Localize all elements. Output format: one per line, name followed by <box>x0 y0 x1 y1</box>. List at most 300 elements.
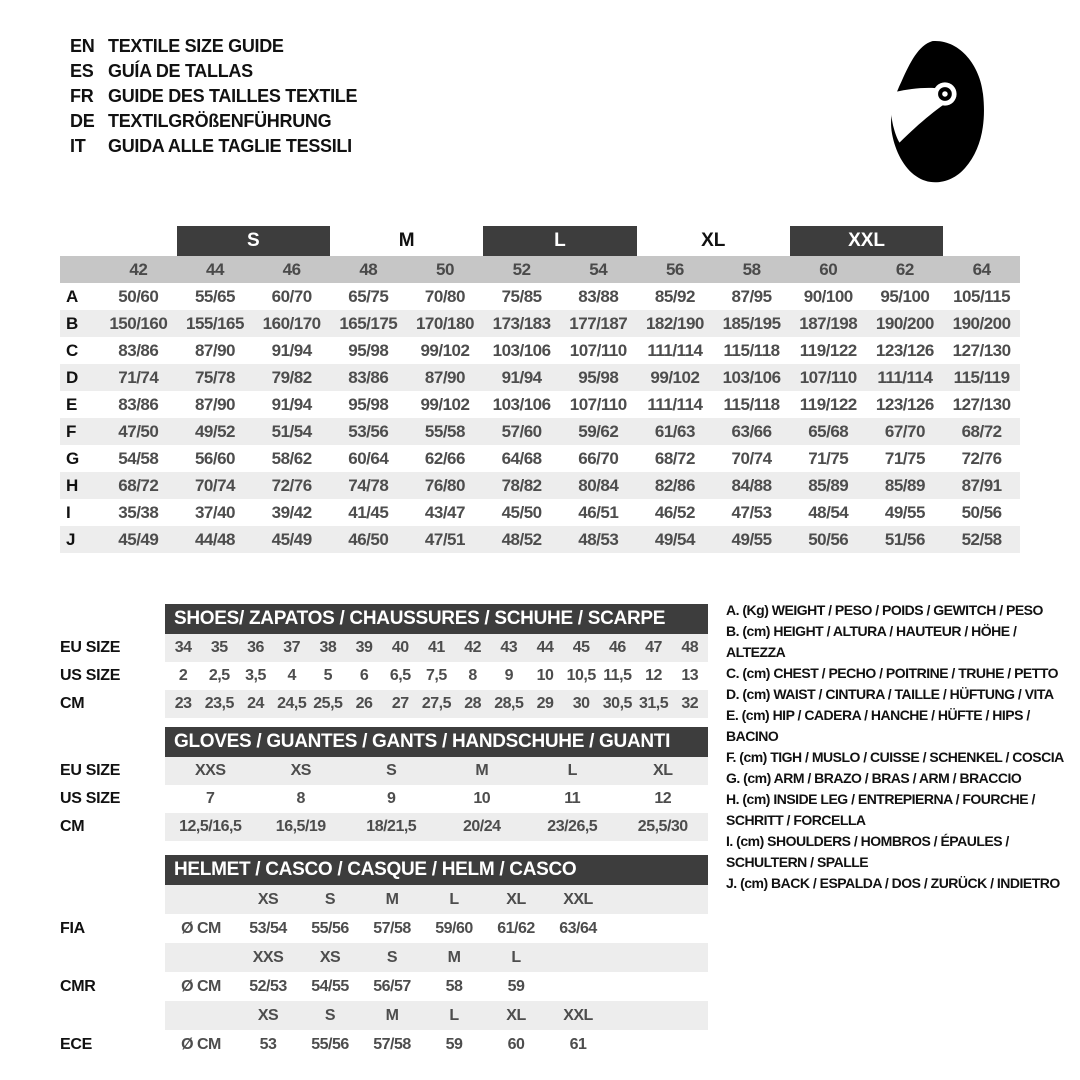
row-label <box>60 1001 165 1030</box>
value-cell: 57/58 <box>373 919 411 937</box>
table-row <box>60 757 708 785</box>
value-cell: 54/58 <box>118 448 159 468</box>
value-cell: 55/65 <box>194 286 235 306</box>
value-cell: 31,5 <box>635 690 671 718</box>
legend-item-back: J. (cm) BACK / ESPALDA / DOS / ZURÜCK / INDIETRO <box>726 875 1060 891</box>
empty-cell <box>60 226 100 256</box>
value-cell: 2,5 <box>208 667 230 684</box>
value-cell: 80/84 <box>560 472 637 499</box>
size-band-row <box>60 226 1020 256</box>
value-cell: 45/49 <box>253 526 330 553</box>
value-cell: 49/55 <box>713 526 790 553</box>
guide-title: GUIDE DES TAILLES TEXTILE <box>108 86 358 106</box>
value-cell: 75/78 <box>177 364 254 391</box>
value-cell: L <box>423 885 485 914</box>
value-cell: 32 <box>672 690 708 718</box>
legend-item-waist: D. (cm) WAIST / CINTURA / TAILLE / HÜFTUNG / VITA <box>726 686 1054 702</box>
value-cell: 95/100 <box>880 286 930 306</box>
value-cell: 5 <box>323 667 333 684</box>
value-cell: 95/98 <box>348 340 389 360</box>
value-cell: 9 <box>387 790 396 807</box>
table-row <box>60 418 1020 445</box>
table-row <box>60 813 708 841</box>
value-cell: 45/49 <box>100 526 177 553</box>
value-cell: 127/130 <box>952 394 1011 414</box>
value-cell: 46 <box>599 634 635 662</box>
table-row <box>60 310 1020 337</box>
value-cell: M <box>423 943 485 972</box>
value-cell: 42 <box>455 634 491 662</box>
value-cell: 50/60 <box>118 286 159 306</box>
value-cell: 76/80 <box>407 472 484 499</box>
value-cell: 4 <box>287 667 296 684</box>
apparel-size-table <box>60 226 1020 553</box>
value-cell: XS <box>237 1001 299 1030</box>
row-label: J <box>60 526 100 553</box>
legend-item-thigh: F. (cm) TIGH / MUSLO / CUISSE / SCHENKEL / COSCIA <box>726 749 1064 765</box>
value-cell: Ø CM <box>181 977 221 995</box>
value-cell: 55/56 <box>311 1035 349 1053</box>
row-label: ECE <box>60 1035 92 1053</box>
table-row <box>60 662 708 690</box>
table-row <box>60 445 1020 472</box>
value-cell: 173/183 <box>483 310 560 337</box>
value-cell: 52/58 <box>943 526 1020 553</box>
value-cell: 46/50 <box>330 526 407 553</box>
size-column-header: 50 <box>407 256 484 283</box>
table-row <box>60 972 708 1001</box>
value-cell: 50/56 <box>790 526 867 553</box>
value-cell: 170/180 <box>407 310 484 337</box>
size-column-header: 62 <box>867 256 944 283</box>
value-cell: XL <box>485 885 547 914</box>
value-cell: 37/40 <box>194 502 235 522</box>
value-cell: 24 <box>237 690 273 718</box>
value-cell: XXL <box>547 1001 609 1030</box>
row-label: G <box>66 448 79 468</box>
value-cell: 63/66 <box>713 418 790 445</box>
value-cell: XXL <box>547 885 609 914</box>
value-cell: 13 <box>681 667 699 684</box>
value-cell: 10 <box>536 667 554 684</box>
value-cell: 66/70 <box>578 448 619 468</box>
value-cell: 27,5 <box>418 690 454 718</box>
size-column-header: 44 <box>177 256 254 283</box>
value-cell: XXS <box>237 943 299 972</box>
value-cell: 64/68 <box>501 448 542 468</box>
value-cell <box>609 914 708 943</box>
value-cell: 83/88 <box>578 286 619 306</box>
value-cell: 2 <box>178 667 188 684</box>
value-cell: 95/98 <box>560 364 637 391</box>
value-cell: 87/90 <box>194 394 235 414</box>
value-cell <box>165 885 237 914</box>
table-row <box>60 364 1020 391</box>
value-cell: 79/82 <box>253 364 330 391</box>
size-band-xl: XL <box>637 226 790 256</box>
row-label: D <box>60 364 100 391</box>
value-cell: 29 <box>527 690 563 718</box>
value-cell: 8 <box>296 790 305 807</box>
value-cell: 48/54 <box>808 502 849 522</box>
value-cell: 47/50 <box>100 418 177 445</box>
size-column-header: 42 <box>100 256 177 283</box>
value-cell: XS <box>256 757 347 785</box>
value-cell: 82/86 <box>637 472 714 499</box>
table-row <box>60 914 708 943</box>
value-cell: 99/102 <box>420 394 470 414</box>
value-cell: 51/56 <box>867 526 944 553</box>
value-cell: 59/60 <box>435 919 473 937</box>
value-cell: 51/54 <box>253 418 330 445</box>
value-cell: 56/57 <box>373 977 411 995</box>
value-cell: 23/26,5 <box>527 813 618 841</box>
value-cell: 57/58 <box>373 1035 411 1053</box>
gloves-size-table <box>60 757 708 841</box>
value-cell: 60/64 <box>348 448 389 468</box>
value-cell: 177/187 <box>560 310 637 337</box>
value-cell: 44/48 <box>177 526 254 553</box>
value-cell: 84/88 <box>713 472 790 499</box>
value-cell: 53/54 <box>249 919 287 937</box>
size-band-m: M <box>330 226 483 256</box>
value-cell <box>609 972 708 1001</box>
legend-item-hip: E. (cm) HIP / CADERA / HANCHE / HÜFTE / HIPS / BACINO <box>726 707 1030 744</box>
value-cell: 68/72 <box>100 472 177 499</box>
value-cell: L <box>527 757 618 785</box>
value-cell: 3,5 <box>245 667 266 684</box>
value-cell: 47 <box>635 634 671 662</box>
value-cell <box>609 943 708 972</box>
value-cell: XS <box>299 943 361 972</box>
value-cell: S <box>299 885 361 914</box>
value-cell: 39/42 <box>271 502 312 522</box>
value-cell: 40 <box>382 634 418 662</box>
value-cell: 45 <box>563 634 599 662</box>
size-column-header: 60 <box>790 256 867 283</box>
row-label: C <box>66 340 78 360</box>
row-label: US SIZE <box>60 790 121 807</box>
value-cell: 12,5/16,5 <box>165 813 256 841</box>
value-cell: 60 <box>507 1035 525 1053</box>
value-cell: XXS <box>165 757 256 785</box>
value-cell: 71/74 <box>100 364 177 391</box>
value-cell: 85/89 <box>790 472 867 499</box>
value-cell: XS <box>237 885 299 914</box>
value-cell: 70/74 <box>177 472 254 499</box>
value-cell: 160/170 <box>253 310 330 337</box>
value-cell: 65/68 <box>790 418 867 445</box>
size-column-header: 48 <box>330 256 407 283</box>
value-cell: 24,5 <box>274 690 310 718</box>
gloves-table-title: GLOVES / GUANTES / GANTS / HANDSCHUHE / GUANTI <box>165 727 708 757</box>
value-cell: 75/85 <box>501 286 542 306</box>
value-cell: 12 <box>654 790 672 807</box>
value-cell: 39 <box>346 634 382 662</box>
language-code: IT <box>70 136 86 156</box>
value-cell: 48 <box>672 634 708 662</box>
value-cell: M <box>361 885 423 914</box>
value-cell: 48/52 <box>483 526 560 553</box>
value-cell: 11,5 <box>603 667 632 684</box>
row-label <box>60 885 165 914</box>
value-cell: 72/76 <box>253 472 330 499</box>
value-cell: 47/53 <box>731 502 772 522</box>
size-column-header: 54 <box>560 256 637 283</box>
size-band-s: S <box>177 226 330 256</box>
value-cell: 53/56 <box>330 418 407 445</box>
size-column-header: 64 <box>943 256 1020 283</box>
guide-title: TEXTILGRÖßENFÜHRUNG <box>108 111 332 131</box>
value-cell: L <box>423 1001 485 1030</box>
value-cell: 165/175 <box>330 310 407 337</box>
row-label: B <box>60 310 100 337</box>
value-cell: 103/106 <box>713 364 790 391</box>
legend-item-chest: C. (cm) CHEST / PECHO / POITRINE / TRUHE / PETTO <box>726 665 1059 681</box>
value-cell: 99/102 <box>637 364 714 391</box>
value-cell: 41/45 <box>348 502 389 522</box>
table-row <box>60 337 1020 364</box>
size-column-header: 58 <box>713 256 790 283</box>
table-row <box>60 472 1020 499</box>
value-cell: S <box>299 1001 361 1030</box>
value-cell: 36 <box>237 634 273 662</box>
value-cell: 28,5 <box>491 690 527 718</box>
value-cell: 44 <box>527 634 563 662</box>
language-code: DE <box>70 111 95 131</box>
row-label: E <box>66 394 77 414</box>
value-cell: 115/118 <box>723 340 780 360</box>
value-cell: 185/195 <box>713 310 790 337</box>
value-cell: 35 <box>201 634 237 662</box>
value-cell: 65/75 <box>348 286 389 306</box>
value-cell: 18/21,5 <box>346 813 437 841</box>
table-row <box>60 391 1020 418</box>
value-cell <box>165 1001 237 1030</box>
value-cell: 27 <box>382 690 418 718</box>
size-column-header: 56 <box>637 256 714 283</box>
value-cell: 46/52 <box>654 502 695 522</box>
value-cell: 47/51 <box>407 526 484 553</box>
value-cell: 6 <box>359 667 369 684</box>
value-cell: 127/130 <box>952 340 1011 360</box>
value-cell: 190/200 <box>867 310 944 337</box>
size-column-header: 52 <box>483 256 560 283</box>
value-cell: 55/58 <box>407 418 484 445</box>
value-cell: 70/74 <box>731 448 772 468</box>
value-cell: 26 <box>346 690 382 718</box>
legend-item-height: B. (cm) HEIGHT / ALTURA / HAUTEUR / HÖHE / ALTEZZA <box>726 623 1017 660</box>
value-cell: 187/198 <box>790 310 867 337</box>
row-label: US SIZE <box>60 667 121 684</box>
value-cell: S <box>346 757 437 785</box>
row-label: EU SIZE <box>60 639 121 656</box>
language-code: FR <box>70 86 94 106</box>
value-cell: 49/54 <box>637 526 714 553</box>
value-cell: 115/119 <box>943 364 1020 391</box>
value-cell: XL <box>485 1001 547 1030</box>
empty-cell <box>100 226 177 256</box>
size-band-xxl: XXL <box>790 226 943 256</box>
value-cell <box>609 1030 708 1059</box>
value-cell <box>609 1001 708 1030</box>
value-cell: 60/70 <box>271 286 312 306</box>
value-cell: 34 <box>165 634 201 662</box>
table-row <box>60 690 708 718</box>
guide-title: GUIDA ALLE TAGLIE TESSILI <box>108 136 352 156</box>
row-label: CM <box>60 818 85 835</box>
value-cell: 57/60 <box>483 418 560 445</box>
table-row <box>60 526 1020 553</box>
value-cell: 105/115 <box>953 286 1011 306</box>
value-cell: 41 <box>418 634 454 662</box>
row-label: CMR <box>60 977 96 995</box>
value-cell: 83/86 <box>118 394 159 414</box>
table-row <box>60 885 708 914</box>
value-cell: 115/118 <box>723 394 780 414</box>
value-cell: 49/55 <box>884 502 925 522</box>
racing-helmet-icon <box>872 28 1020 198</box>
value-cell: 55/56 <box>311 919 349 937</box>
value-cell: 28 <box>455 690 491 718</box>
table-row <box>60 943 708 972</box>
value-cell: 111/114 <box>867 364 944 391</box>
value-cell: 11 <box>564 790 581 807</box>
row-label: CM <box>60 695 85 712</box>
language-row <box>70 84 357 109</box>
value-cell: 87/90 <box>194 340 235 360</box>
value-cell: 91/94 <box>271 340 312 360</box>
value-cell: 10 <box>473 790 491 807</box>
value-cell: 72/76 <box>961 448 1002 468</box>
lower-tables <box>60 604 708 1059</box>
value-cell: 61 <box>569 1035 587 1053</box>
value-cell: 119/122 <box>799 394 857 414</box>
helmet-table-title: HELMET / CASCO / CASQUE / HELM / CASCO <box>165 855 708 885</box>
row-label: I <box>66 502 71 522</box>
row-label: EU SIZE <box>60 762 121 779</box>
value-cell: 95/98 <box>348 394 389 414</box>
value-cell: 52/53 <box>249 977 287 995</box>
value-cell: 90/100 <box>803 286 853 306</box>
value-cell: 85/92 <box>654 286 695 306</box>
guide-title: GUÍA DE TALLAS <box>108 61 253 81</box>
language-row <box>70 134 357 159</box>
value-cell: 70/80 <box>424 286 465 306</box>
value-cell: 190/200 <box>943 310 1020 337</box>
row-label <box>60 943 165 972</box>
value-cell: 30,5 <box>599 690 635 718</box>
value-cell: 103/106 <box>492 340 551 360</box>
value-cell: 43 <box>491 634 527 662</box>
legend-item-weight: A. (Kg) WEIGHT / PESO / POIDS / GEWITCH / PESO <box>726 602 1043 618</box>
table-row <box>60 1001 708 1030</box>
value-cell: 59/62 <box>560 418 637 445</box>
value-cell: 23 <box>165 690 201 718</box>
value-cell: 123/126 <box>875 394 934 414</box>
table-row <box>60 283 1020 310</box>
value-cell: 37 <box>274 634 310 662</box>
value-cell: 155/165 <box>177 310 254 337</box>
value-cell: 20/24 <box>437 813 528 841</box>
value-cell: 49/52 <box>177 418 254 445</box>
table-row <box>60 499 1020 526</box>
legend-item-inside-leg: H. (cm) INSIDE LEG / ENTREPIERNA / FOURCHE / SCHRITT / FORCELLA <box>726 791 1035 828</box>
size-column-header: 46 <box>253 256 330 283</box>
value-cell: 30 <box>563 690 599 718</box>
shoes-size-table <box>60 634 708 718</box>
value-cell: 74/78 <box>330 472 407 499</box>
value-cell: 56/60 <box>194 448 235 468</box>
value-cell: 43/47 <box>424 502 465 522</box>
value-cell: 23,5 <box>201 690 237 718</box>
value-cell: 61/62 <box>497 919 535 937</box>
value-cell: 7,5 <box>426 667 447 684</box>
value-cell: 59 <box>445 1035 463 1053</box>
row-label: H <box>60 472 100 499</box>
value-cell: 87/91 <box>943 472 1020 499</box>
value-cell: M <box>361 1001 423 1030</box>
value-cell: 107/110 <box>569 340 627 360</box>
value-cell: 150/160 <box>100 310 177 337</box>
value-cell: 91/94 <box>271 394 312 414</box>
value-cell <box>547 972 609 1001</box>
value-cell: 7 <box>206 790 215 807</box>
value-cell: 6,5 <box>389 667 411 684</box>
value-cell: 87/95 <box>731 286 772 306</box>
value-cell <box>609 885 708 914</box>
value-cell: 182/190 <box>637 310 714 337</box>
row-label: F <box>60 418 100 445</box>
value-cell: 8 <box>468 667 477 684</box>
value-cell: 25,5/30 <box>618 813 709 841</box>
guide-title: TEXTILE SIZE GUIDE <box>108 36 284 56</box>
value-cell: 46/51 <box>578 502 619 522</box>
row-label: A <box>66 286 78 306</box>
language-row <box>70 109 357 134</box>
measurement-legend <box>726 600 1078 894</box>
value-cell: 78/82 <box>483 472 560 499</box>
value-cell: 35/38 <box>118 502 159 522</box>
value-cell: 61/63 <box>637 418 714 445</box>
spacer <box>60 718 708 727</box>
value-cell: 10,5 <box>566 667 596 684</box>
value-cell: L <box>485 943 547 972</box>
shoes-table-title: SHOES/ ZAPATOS / CHAUSSURES / SCHUHE / SCARPE <box>165 604 708 634</box>
language-code: ES <box>70 61 94 81</box>
table-row <box>60 1030 708 1059</box>
value-cell: 68/72 <box>654 448 695 468</box>
numeric-size-row <box>60 256 1020 283</box>
value-cell: 99/102 <box>420 340 470 360</box>
value-cell: 53 <box>259 1035 277 1053</box>
value-cell: 107/110 <box>790 364 867 391</box>
value-cell: 9 <box>504 667 513 684</box>
value-cell: 12 <box>645 667 662 684</box>
language-code: EN <box>70 36 95 56</box>
value-cell: 91/94 <box>483 364 560 391</box>
value-cell: 59 <box>507 977 525 995</box>
value-cell: 16,5/19 <box>256 813 347 841</box>
value-cell: Ø CM <box>181 919 221 937</box>
value-cell: 71/75 <box>884 448 925 468</box>
value-cell: 83/86 <box>330 364 407 391</box>
value-cell: 111/114 <box>647 394 703 414</box>
language-row <box>70 34 357 59</box>
table-row <box>60 634 708 662</box>
value-cell: 68/72 <box>943 418 1020 445</box>
value-cell: 85/89 <box>867 472 944 499</box>
